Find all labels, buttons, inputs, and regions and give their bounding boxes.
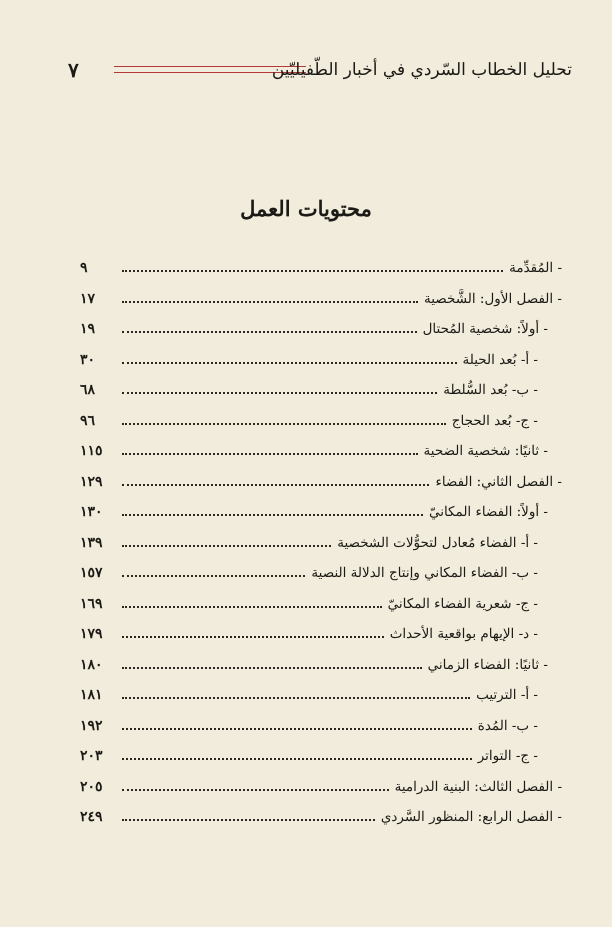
toc-entry-page-number: ١٣٠: [80, 504, 103, 521]
toc-entry-title: - الفصل الثاني: الفضاء: [435, 473, 562, 490]
toc-entry-title: - أولاً: الفضاء المكانيّ: [428, 504, 548, 521]
toc-entry: [80, 406, 562, 437]
toc-entry-page-number: ٣٠: [80, 351, 96, 368]
toc-entry-page-number: ١٦٩: [80, 595, 103, 612]
toc-entry-title: - أولاً: شخصية المُحتال: [422, 321, 548, 338]
toc-entry-page-number: ٦٨: [80, 382, 96, 399]
toc-entry-page-number: ١٣٩: [80, 534, 103, 551]
toc-entry: [80, 436, 562, 467]
toc-entry-title: - أ- بُعد الحيلة: [462, 351, 538, 368]
toc-entry: [80, 741, 562, 772]
toc-entry-title: - الفصل الأول: الشَّخصية: [423, 290, 562, 307]
dot-leader: [122, 301, 418, 303]
toc-entry: [80, 802, 562, 833]
toc-entry-page-number: ١٨٠: [80, 656, 103, 673]
book-title: تحليل الخطاب السّردي في أخبار الطّفيليّين: [271, 60, 572, 80]
toc-entry-page-number: ٢٠٣: [80, 748, 103, 765]
toc-entry-page-number: ٩٦: [80, 412, 96, 429]
toc-entry-page-number: ١٧٩: [80, 626, 103, 643]
toc-entry-page-number: ٢٠٥: [80, 778, 103, 795]
toc-entry-title: - د- الإيهام بواقعية الأحداث: [389, 626, 538, 643]
toc-entry-page-number: ١٢٩: [80, 473, 103, 490]
dot-leader: [122, 392, 437, 394]
toc-entry: [80, 650, 562, 681]
dot-leader: [122, 545, 331, 547]
dot-leader: [122, 728, 472, 730]
dot-leader: [122, 484, 429, 486]
dot-leader: [122, 514, 423, 516]
toc-entry-title: - ثانيًا: الفضاء الزماني: [427, 656, 548, 673]
dot-leader: [122, 453, 418, 455]
toc-entry: [80, 528, 562, 559]
dot-leader: [122, 789, 389, 791]
toc-entry: [80, 345, 562, 376]
toc-entry-page-number: ٢٤٩: [80, 809, 103, 826]
dot-leader: [122, 606, 382, 608]
dot-leader: [122, 636, 384, 638]
toc-entry-page-number: ٩: [80, 260, 88, 277]
page-number: ٧: [68, 58, 79, 82]
toc-entry-page-number: ١٩٢: [80, 717, 103, 734]
toc-entry-title: - ج- شعرية الفضاء المكانيّ: [387, 595, 538, 612]
toc-entry-title: - ج- التواتر: [477, 748, 538, 765]
toc-entry-title: - أ- الترتيب: [476, 687, 538, 704]
toc-entry-title: - أ- الفضاء مُعادل لتحوُّلات الشخصية: [337, 534, 538, 551]
toc-entry-page-number: ١١٥: [80, 443, 103, 460]
toc-entry: [80, 680, 562, 711]
toc-entry: [80, 497, 562, 528]
dot-leader: [122, 575, 305, 577]
toc-heading: محتويات العمل: [240, 196, 372, 221]
toc-entry-title: - الفصل الرابع: المنظور السَّردي: [380, 809, 562, 826]
table-of-contents: [80, 253, 562, 833]
dot-leader: [122, 667, 422, 669]
toc-entry-title: - ثانيًا: شخصية الضحية: [423, 443, 548, 460]
dot-leader: [122, 362, 457, 364]
toc-entry-title: - الفصل الثالث: البنية الدرامية: [394, 778, 562, 795]
toc-entry-page-number: ١٨١: [80, 687, 103, 704]
toc-entry-title: - ب- المُدة: [477, 717, 538, 734]
toc-entry: [80, 253, 562, 284]
toc-entry: [80, 711, 562, 742]
toc-entry: [80, 314, 562, 345]
toc-entry-page-number: ١٩: [80, 321, 96, 338]
toc-entry-title: - المُقدِّمة: [509, 260, 562, 277]
toc-entry-title: - ج- بُعد الحجاج: [451, 412, 538, 429]
dot-leader: [122, 697, 470, 699]
toc-entry: [80, 619, 562, 650]
toc-entry: [80, 772, 562, 803]
toc-entry: [80, 589, 562, 620]
toc-entry: [80, 284, 562, 315]
running-header: [62, 58, 572, 82]
dot-leader: [122, 423, 446, 425]
dot-leader: [122, 270, 503, 272]
toc-entry-page-number: ١٥٧: [80, 565, 103, 582]
dot-leader: [122, 331, 417, 333]
toc-entry-page-number: ١٧: [80, 290, 96, 307]
dot-leader: [122, 819, 375, 821]
toc-entry: [80, 467, 562, 498]
dot-leader: [122, 758, 472, 760]
toc-entry-title: - ب- بُعد السُّلطة: [443, 382, 538, 399]
toc-entry: [80, 558, 562, 589]
toc-entry: [80, 375, 562, 406]
toc-entry-title: - ب- الفضاء المكاني وإنتاج الدلالة النصية: [311, 565, 538, 582]
